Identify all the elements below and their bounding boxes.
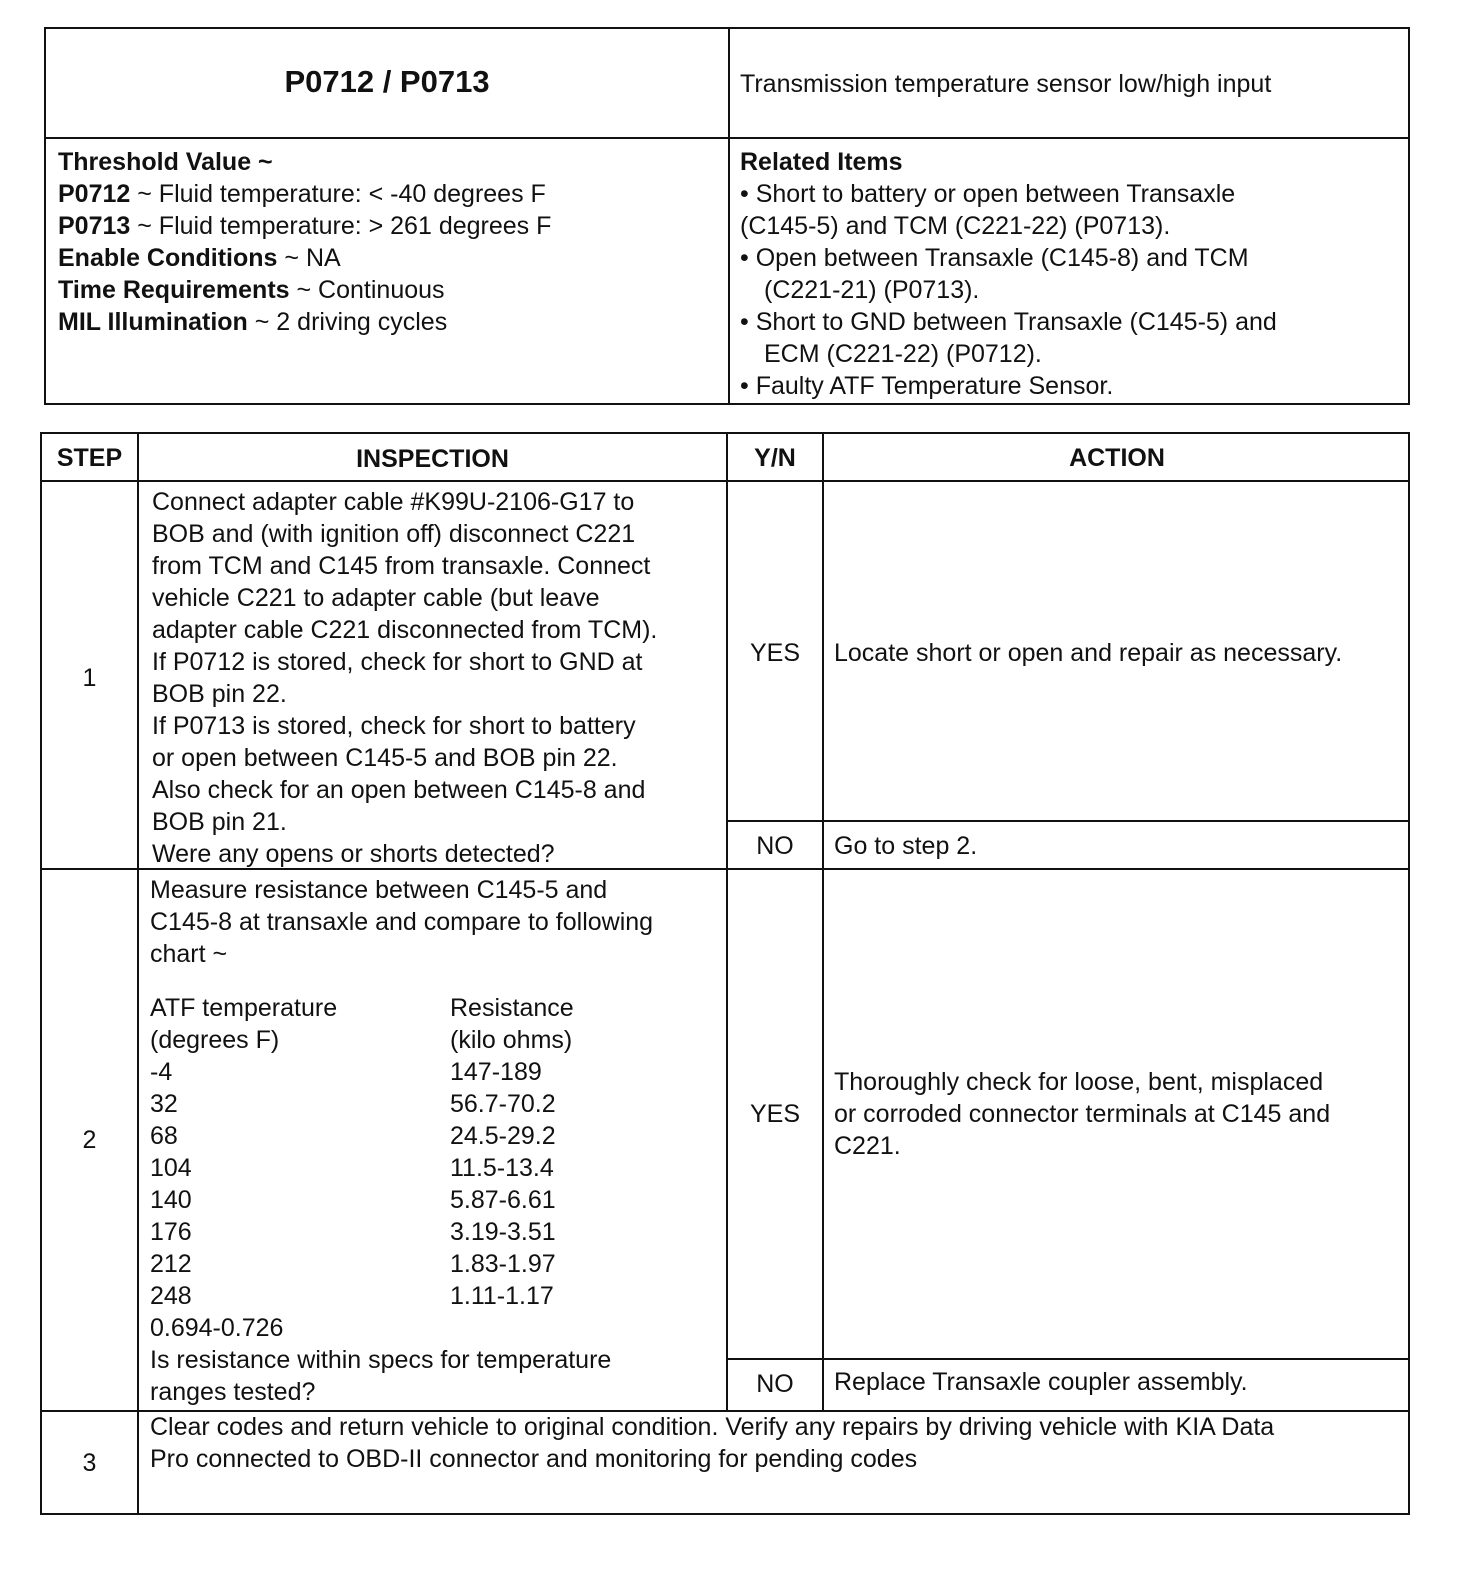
inspection-line: Were any opens or shorts detected? bbox=[152, 840, 555, 868]
resistance-value: 3.19-3.51 bbox=[450, 1218, 556, 1246]
mil-value: ~ 2 driving cycles bbox=[254, 308, 448, 336]
header-yn: Y/N bbox=[754, 444, 796, 472]
extra-resistance-value: 0.694-0.726 bbox=[150, 1314, 284, 1342]
info-row-divider bbox=[44, 137, 1410, 139]
step1-yes-no-divider bbox=[726, 820, 1410, 822]
no-label: NO bbox=[756, 832, 794, 860]
step2-yes-no-divider bbox=[726, 1358, 1410, 1360]
time-requirements bbox=[58, 274, 445, 306]
inspection-line: BOB and (with ignition off) disconnect C221 bbox=[152, 520, 636, 548]
inspection-line: BOB pin 22. bbox=[152, 680, 287, 708]
step-number: 2 bbox=[82, 1126, 97, 1154]
header-row-divider bbox=[40, 480, 1410, 482]
step-3-line: Clear codes and return vehicle to original condition. Verify any repairs by driving vehicle with KIA Data bbox=[150, 1413, 1275, 1441]
enable-conditions bbox=[58, 242, 341, 274]
related-item-line: • Open between Transaxle (C145-8) and TCM bbox=[740, 244, 1249, 272]
header-inspection: INSPECTION bbox=[356, 445, 509, 473]
dtc-codes-title: P0712 / P0713 bbox=[284, 64, 490, 99]
inspection-line: If P0712 is stored, check for short to GND at bbox=[152, 648, 643, 676]
resistance-column-header: Resistance bbox=[450, 994, 574, 1022]
temp-column-header: ATF temperature bbox=[150, 994, 338, 1022]
time-label: Time Requirements bbox=[58, 276, 290, 304]
inspection-line: Connect adapter cable #K99U-2106-G17 to bbox=[152, 488, 635, 516]
step-column-divider bbox=[137, 432, 139, 1515]
inspection-line: vehicle C221 to adapter cable (but leave bbox=[152, 584, 600, 612]
resistance-value: 11.5-13.4 bbox=[450, 1154, 554, 1182]
inspection-line: or open between C145-5 and BOB pin 22. bbox=[152, 744, 618, 772]
yn-column-divider bbox=[822, 432, 824, 1412]
p0712-threshold bbox=[58, 178, 546, 210]
time-value: ~ Continuous bbox=[296, 276, 445, 304]
header-step: STEP bbox=[56, 444, 123, 472]
inspection-question-line: Is resistance within specs for temperature bbox=[150, 1346, 612, 1374]
temp-value: 176 bbox=[150, 1218, 192, 1246]
dtc-description: Transmission temperature sensor low/high input bbox=[740, 70, 1272, 98]
related-item-line: (C221-21) (P0713). bbox=[764, 276, 980, 304]
resistance-value: 24.5-29.2 bbox=[450, 1122, 556, 1150]
yes-action-line: or corroded connector terminals at C145 and bbox=[834, 1100, 1331, 1128]
no-action: Go to step 2. bbox=[834, 832, 978, 860]
related-item-line: (C145-5) and TCM (C221-22) (P0713). bbox=[740, 212, 1171, 240]
related-items-heading: Related Items bbox=[740, 148, 903, 176]
mil-illumination bbox=[58, 306, 447, 338]
resistance-value: 56.7-70.2 bbox=[450, 1090, 556, 1118]
p0713-threshold-text: ~ Fluid temperature: > 261 degrees F bbox=[137, 212, 552, 240]
header-action: ACTION bbox=[1069, 444, 1165, 472]
inspection-line: Also check for an open between C145-8 and bbox=[152, 776, 646, 804]
related-item-line: ECM (C221-22) (P0712). bbox=[764, 340, 1042, 368]
related-item-line: • Faulty ATF Temperature Sensor. bbox=[740, 372, 1114, 400]
yes-label: YES bbox=[749, 639, 801, 667]
p0713-code: P0713 bbox=[58, 212, 131, 240]
inspection-line: If P0713 is stored, check for short to battery bbox=[152, 712, 636, 740]
inspection-line: Measure resistance between C145-5 and bbox=[150, 876, 608, 904]
threshold-label: Threshold Value ~ bbox=[58, 148, 273, 176]
temp-value: 212 bbox=[150, 1250, 192, 1278]
step-3-line: Pro connected to OBD-II connector and monitoring for pending codes bbox=[150, 1445, 918, 1473]
p0713-threshold bbox=[58, 210, 551, 242]
resistance-column-unit: (kilo ohms) bbox=[450, 1026, 573, 1054]
resistance-value: 1.83-1.97 bbox=[450, 1250, 556, 1278]
related-item-line: • Short to battery or open between Transaxle bbox=[740, 180, 1236, 208]
step-number: 1 bbox=[82, 664, 97, 692]
temp-value: 68 bbox=[150, 1122, 178, 1150]
yes-action-line: C221. bbox=[834, 1132, 901, 1160]
resistance-value: 147-189 bbox=[450, 1058, 542, 1086]
mil-label: MIL Illumination bbox=[58, 308, 248, 336]
inspection-line: chart ~ bbox=[150, 940, 228, 968]
inspection-line: C145-8 at transaxle and compare to following bbox=[150, 908, 654, 936]
temp-value: 104 bbox=[150, 1154, 192, 1182]
temp-column-unit: (degrees F) bbox=[150, 1026, 280, 1054]
inspection-line: from TCM and C145 from transaxle. Connect bbox=[152, 552, 651, 580]
resistance-value: 1.11-1.17 bbox=[450, 1282, 554, 1310]
temp-value: 140 bbox=[150, 1186, 192, 1214]
yes-action: Locate short or open and repair as necessary. bbox=[834, 639, 1343, 667]
enable-value: ~ NA bbox=[284, 244, 341, 272]
resistance-value: 5.87-6.61 bbox=[450, 1186, 556, 1214]
related-item-line: • Short to GND between Transaxle (C145-5) and bbox=[740, 308, 1277, 336]
temp-value: 248 bbox=[150, 1282, 192, 1310]
inspection-line: adapter cable C221 disconnected from TCM). bbox=[152, 616, 658, 644]
step-number: 3 bbox=[82, 1449, 97, 1477]
inspection-question-line: ranges tested? bbox=[150, 1378, 316, 1406]
no-action: Replace Transaxle coupler assembly. bbox=[834, 1368, 1248, 1396]
p0712-threshold-text: ~ Fluid temperature: < -40 degrees F bbox=[137, 180, 546, 208]
no-label: NO bbox=[756, 1370, 794, 1398]
p0712-code: P0712 bbox=[58, 180, 131, 208]
inspection-column-divider bbox=[726, 432, 728, 1412]
info-column-divider bbox=[728, 27, 730, 405]
yes-label: YES bbox=[749, 1100, 801, 1128]
enable-label: Enable Conditions bbox=[58, 244, 278, 272]
yes-action-line: Thoroughly check for loose, bent, misplaced bbox=[834, 1068, 1324, 1096]
temp-value: -4 bbox=[150, 1058, 173, 1086]
temp-value: 32 bbox=[150, 1090, 178, 1118]
inspection-line: BOB pin 21. bbox=[152, 808, 287, 836]
